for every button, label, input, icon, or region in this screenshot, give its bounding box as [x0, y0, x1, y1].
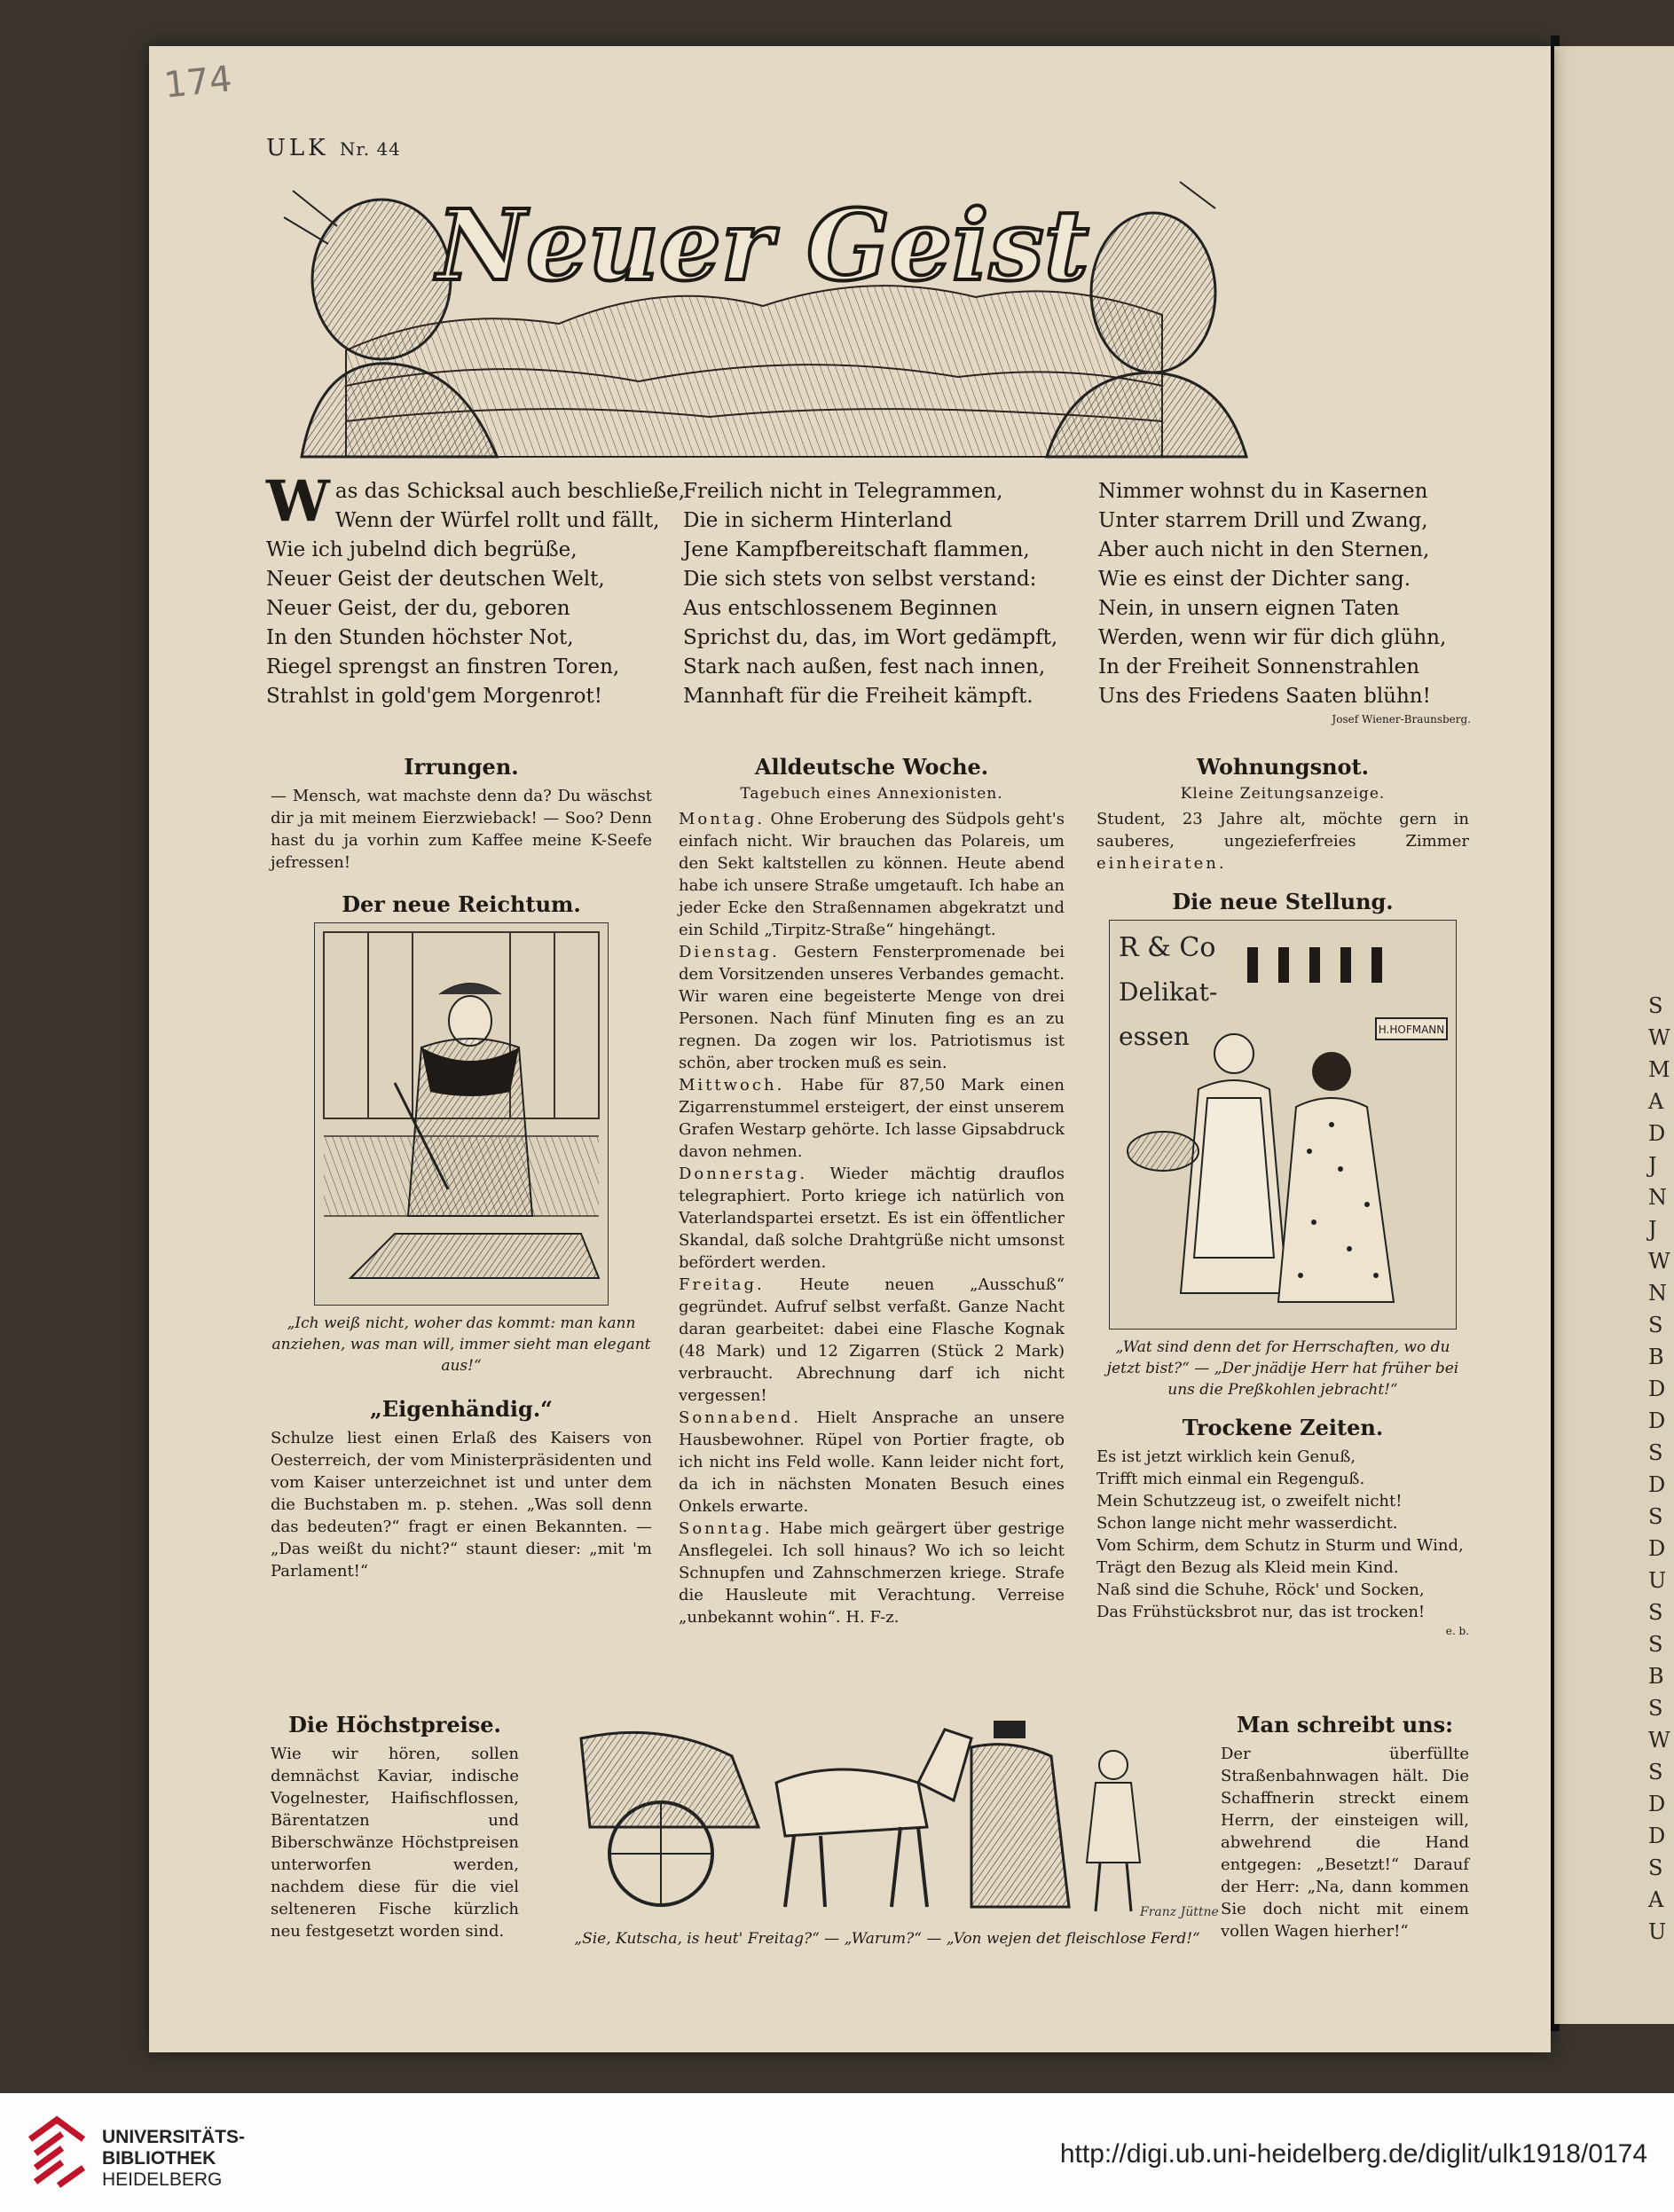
cartoon-bottom [554, 1703, 1220, 1949]
next-page-letter: A [1648, 1089, 1664, 1114]
next-page-letter: D [1648, 1408, 1666, 1433]
next-page-letter: B [1648, 1664, 1664, 1689]
diary-signature: H. F-z. [845, 1608, 900, 1627]
diary-text: Hielt Ansprache an unsere Hausbewohner. Rüpel von Portier fragte, ob ich nicht ins Feld wolle. Kann leider nicht fort, da ich in nächsten Monaten Besuch eines Onkels erwarte. [679, 1408, 1065, 1516]
poem-column-1 [266, 468, 686, 711]
trockene-line: Trifft mich einmal ein Regenguß. [1096, 1470, 1365, 1488]
poem-line: Jene Kampfbereitschaft flammen, [683, 538, 1030, 561]
next-page-letter: W [1648, 1728, 1670, 1753]
next-page-letter: D [1648, 1536, 1666, 1561]
masthead-title: ULK [266, 135, 329, 161]
diary-text: Heute neuen „Ausschuß“ gegründet. Aufruf selbst verfaßt. Ganze Nacht daran gearbeitet: dabei eine Flasche Kognak (48 Mark) und 12 Zigarren (Stück 2 Mark) verbraucht. Abrechnung darf ich nicht vergessen! [679, 1275, 1065, 1405]
diary-entry [679, 1407, 1065, 1518]
next-page-letter: S [1648, 1760, 1663, 1785]
irrungen-text: — Mensch, wat machste denn da? Du wäschst dir ja mit meinem Eierzwieback! — Soo? Denn hast du ja vorhin zum Kaffee meine K-Seefe jefressen! [271, 787, 652, 872]
hoechstpreise-text: Wie wir hören, sollen demnächst Kaviar, indische Vogelnester, Haifischflossen, Bärentatzen und Biberschwänze Höchstpreisen unterworfen werden, nachdem diese für die viel selteneren Fische kürzlich neu festgesetzt worden sind. [271, 1745, 519, 1941]
next-page-letters [1648, 0, 1674, 2093]
next-page-letter: S [1648, 1855, 1663, 1880]
hoechstpreise-title: Die Höchstpreise. [288, 1712, 501, 1737]
poem-line: Die sich stets von selbst verstand: [683, 568, 1037, 591]
library-logo-icon [23, 2113, 90, 2192]
next-page-letter: J [1648, 1153, 1657, 1178]
eigenhaendig-text: Schulze liest einen Erlaß des Kaisers von Oesterreich, der vom Ministerpräsidenten und vom Kaiser unterzeichnet ist und unter dem die Buchstaben m. p. stehen. „Was soll denn das bedeuten?“ fragt er einen Bekannten. — „Das weißt du nicht?“ staunt dieser: „mit 'm Parlament!“ [271, 1429, 652, 1581]
diary-text: Ohne Eroberung des Südpols geht's einfach nicht. Wir brauchen das Polareis, um den Sekt kaltstellen zu können. Heute abend habe ich unsere Straße umgetauft. Ich habe an jeder Ecke den Straßennamen abgekratzt und ein Schild „Tirpitz-Straße“ hingehängt. [679, 810, 1065, 939]
shop-sign: Delikat- [1119, 977, 1218, 1007]
next-page-letter: W [1648, 1249, 1670, 1274]
next-page-letter: S [1648, 1600, 1663, 1625]
header-illustration [266, 173, 1251, 466]
manschreibt-text: Der überfüllte Straßenbahnwagen hält. Die Schaffnerin streckt einem Herrn, der einsteigen will, abwehrend die Hand entgegen: „Besetzt!“ Darauf der Herr: „Na, dann kommen Sie doch nicht mit einem vollen Wagen hierher!“ [1221, 1745, 1469, 1941]
poem-line: Mannhaft für die Freiheit kämpft. [683, 685, 1033, 708]
poem-dropcap: W [266, 468, 330, 535]
trockene-title: Trockene Zeiten. [1182, 1415, 1384, 1440]
diary-text: Habe mich geärgert über gestrige Ansflegelei. Ich soll hinaus? Wo ich so leicht Schnupfen und Zahnschmerzen kriege. Strafe die Hausleute mit Verachtung. Verreise „unbekannt wohin“. [679, 1519, 1065, 1627]
header-title: Neuer Geist [436, 188, 1089, 302]
next-page-letter: D [1648, 1121, 1666, 1146]
artist-signature: Franz Jüttner [1140, 1905, 1220, 1919]
pencil-page-number: 174 [161, 59, 234, 106]
permalink-url[interactable]: http://digi.ub.uni-heidelberg.de/diglit/ulk1918/0174 [1059, 2139, 1647, 2169]
diary-entry [679, 1163, 1065, 1274]
cartoon-caption: „Sie, Kutscha, is heut' Freitag?“ — „Warum?“ — „Von wejen det fleischlose Ferd!“ [574, 1930, 1200, 1948]
shop-sign: R & Co [1119, 932, 1216, 963]
diary-entry [679, 1274, 1065, 1407]
next-page-letter: N [1648, 1185, 1667, 1210]
next-page-letter: S [1648, 1504, 1663, 1529]
right-column [1096, 754, 1469, 1637]
diary-entry [679, 1518, 1065, 1628]
trockene-poem [1096, 1446, 1469, 1623]
poem-line: Uns des Friedens Saaten blühn! [1098, 685, 1431, 708]
next-page-letter: M [1648, 1057, 1670, 1082]
next-page-letter: S [1648, 1440, 1663, 1465]
diary-entry [679, 1074, 1065, 1163]
next-page-letter: S [1648, 1632, 1663, 1657]
poem-line: Nimmer wohnst du in Kasernen [1098, 480, 1428, 503]
next-page-letter: S [1648, 1313, 1663, 1337]
diary-day: Freitag. [679, 1275, 765, 1294]
poem-line: Riegel sprengst an finstren Toren, [266, 655, 620, 679]
stellung-title: Die neue Stellung. [1172, 889, 1394, 914]
diary-text: Habe für 87,50 Mark einen Zigarrenstummel ersteigert, der einst unserem Grafen Westarp gehörte. Ich lasse Gipsabdruck davon nehmen. [679, 1076, 1065, 1161]
middle-column [679, 754, 1065, 1628]
reichtum-title: Der neue Reichtum. [342, 891, 581, 917]
diary-day: Montag. [679, 810, 766, 828]
wohnungsnot-text-a: Student, 23 Jahre alt, möchte gern in sauberes, ungezieferfreies Zimmer [1096, 810, 1469, 851]
next-page-letter: W [1648, 1025, 1670, 1050]
diary-day: Dienstag. [679, 943, 780, 961]
next-page-letter: S [1648, 1696, 1663, 1721]
diary-day: Sonnabend. [679, 1408, 802, 1427]
poem-column-3 [1098, 477, 1471, 726]
diary-day: Mittwoch. [679, 1076, 785, 1094]
poem-line: Sprichst du, das, im Wort gedämpft, [683, 626, 1058, 649]
trockene-line: Mein Schutzzeug ist, o zweifelt nicht! [1096, 1492, 1403, 1510]
poem-line: Wie es einst der Dichter sang. [1098, 568, 1411, 591]
manschreibt-block [1221, 1712, 1469, 1942]
wohnungsnot-text [1096, 808, 1469, 875]
trockene-signature: e. b. [1445, 1625, 1469, 1637]
shop-sign: H.HOFMANN [1378, 1024, 1445, 1036]
logo-line: HEIDELBERG [102, 2169, 223, 2190]
trockene-line: Es ist jetzt wirklich kein Genuß, [1096, 1447, 1356, 1466]
poem-line: Wie ich jubelnd dich begrüße, [266, 538, 578, 561]
poem-line: In den Stunden höchster Not, [266, 626, 574, 649]
poem-line: Werden, wenn wir für dich glühn, [1098, 626, 1447, 649]
stellung-illustration [1109, 920, 1457, 1330]
diary-day: Sonntag. [679, 1519, 773, 1538]
diary-entry [679, 941, 1065, 1074]
poem-line: Stark nach außen, fest nach innen, [683, 655, 1046, 679]
trockene-line: Schon lange nicht mehr wasserdicht. [1096, 1514, 1398, 1533]
poem-line: Wenn der Würfel rollt und fällt, [334, 509, 660, 532]
logo-line: UNIVERSITÄTS- [102, 2127, 246, 2147]
library-logo-text [102, 2127, 245, 2191]
next-page-letter: D [1648, 1792, 1666, 1816]
trockene-line: Das Frühstücksbrot nur, das ist trocken! [1096, 1603, 1426, 1621]
man-head [1091, 213, 1215, 373]
poem-line: Neuer Geist, der du, geboren [266, 597, 570, 620]
poem-line: Aus entschlossenem Beginnen [683, 597, 998, 620]
reichtum-illustration [314, 922, 609, 1306]
shop-sign: essen [1119, 1022, 1190, 1051]
diary-entry [679, 808, 1065, 941]
next-page-letter: S [1648, 993, 1663, 1018]
next-page-letter: N [1648, 1281, 1667, 1306]
poem-column-2 [683, 477, 1073, 711]
poem-line: Neuer Geist der deutschen Welt, [266, 568, 605, 591]
next-page-letter: J [1648, 1217, 1657, 1242]
manschreibt-title: Man schreibt uns: [1236, 1712, 1454, 1737]
wohnungsnot-title: Wohnungsnot. [1197, 754, 1369, 780]
trockene-line: Naß sind die Schuhe, Röck' und Socken, [1096, 1581, 1425, 1599]
next-page-letter: U [1648, 1919, 1667, 1944]
next-page-letter: D [1648, 1472, 1666, 1497]
hoechstpreise-block [271, 1712, 519, 1942]
next-page-letter: A [1648, 1887, 1664, 1912]
poem-line: Strahlst in gold'gem Morgenrot! [266, 685, 603, 708]
masthead [266, 135, 401, 161]
next-page-letter: U [1648, 1568, 1667, 1593]
footer-bar [0, 2093, 1674, 2212]
poem-line: Die in sicherm Hinterland [683, 509, 953, 532]
stellung-caption: „Wat sind denn det for Herrschaften, wo du jetzt bist?“ — „Der jnädije Herr hat früher bei uns die Preßkohlen jebracht!“ [1106, 1338, 1459, 1399]
trockene-line: Trägt den Bezug als Kleid mein Kind. [1096, 1558, 1399, 1577]
poem-author: Josef Wiener-Braunsberg. [1332, 713, 1471, 726]
diary-day: Donnerstag. [679, 1165, 808, 1183]
poem-line: as das Schicksal auch beschließe, [334, 480, 686, 503]
next-page-letter: D [1648, 1377, 1666, 1401]
poem-line: In der Freiheit Sonnenstrahlen [1098, 655, 1420, 679]
carriage-illustration [554, 1703, 1220, 1925]
poem-line: Aber auch nicht in den Sternen, [1098, 538, 1430, 561]
alldeutsche-title: Alldeutsche Woche. [754, 754, 989, 780]
masthead-issue: Nr. 44 [339, 138, 401, 160]
irrungen-title: Irrungen. [404, 754, 519, 780]
diary-text: Gestern Fensterpromenade bei dem Vorsitzenden unseres Verbandes gemacht. Wir waren eine begeisterte Menge von drei Personen. Nach fünf Minuten fing es an zu regnen. Da zogen wir los. Patriotismus ist schön, aber trocken muß es sein. [679, 943, 1065, 1072]
logo-line: BIBLIOTHEK [102, 2148, 216, 2169]
alldeutsche-subtitle: Tagebuch eines Annexionisten. [740, 785, 1003, 803]
reichtum-caption: „Ich weiß nicht, woher das kommt: man kann anziehen, was man will, immer sieht man elegant aus!“ [271, 1314, 651, 1375]
poem-line: Unter starrem Drill und Zwang, [1098, 509, 1428, 532]
wohnungsnot-text-b: einheiraten. [1096, 854, 1227, 873]
next-page-letter: D [1648, 1824, 1666, 1848]
left-column [271, 754, 652, 1582]
poem-line: Nein, in unsern eignen Taten [1098, 597, 1400, 620]
diary-text: Wieder mächtig drauflos telegraphiert. Porto kriege ich natürlich von Vaterlandspartei ersetzt. Es ist ein öffentlicher Skandal, daß solche Drahtgrüße nicht umsonst befördert werden. [679, 1165, 1065, 1272]
eigenhaendig-title: „Eigenhändig.“ [369, 1396, 553, 1422]
wohnungsnot-subtitle: Kleine Zeitungsanzeige. [1180, 785, 1386, 803]
poem-line: Freilich nicht in Telegrammen, [683, 480, 1003, 503]
next-page-letter: B [1648, 1345, 1664, 1369]
trockene-line: Vom Schirm, dem Schutz in Sturm und Wind, [1096, 1536, 1464, 1555]
